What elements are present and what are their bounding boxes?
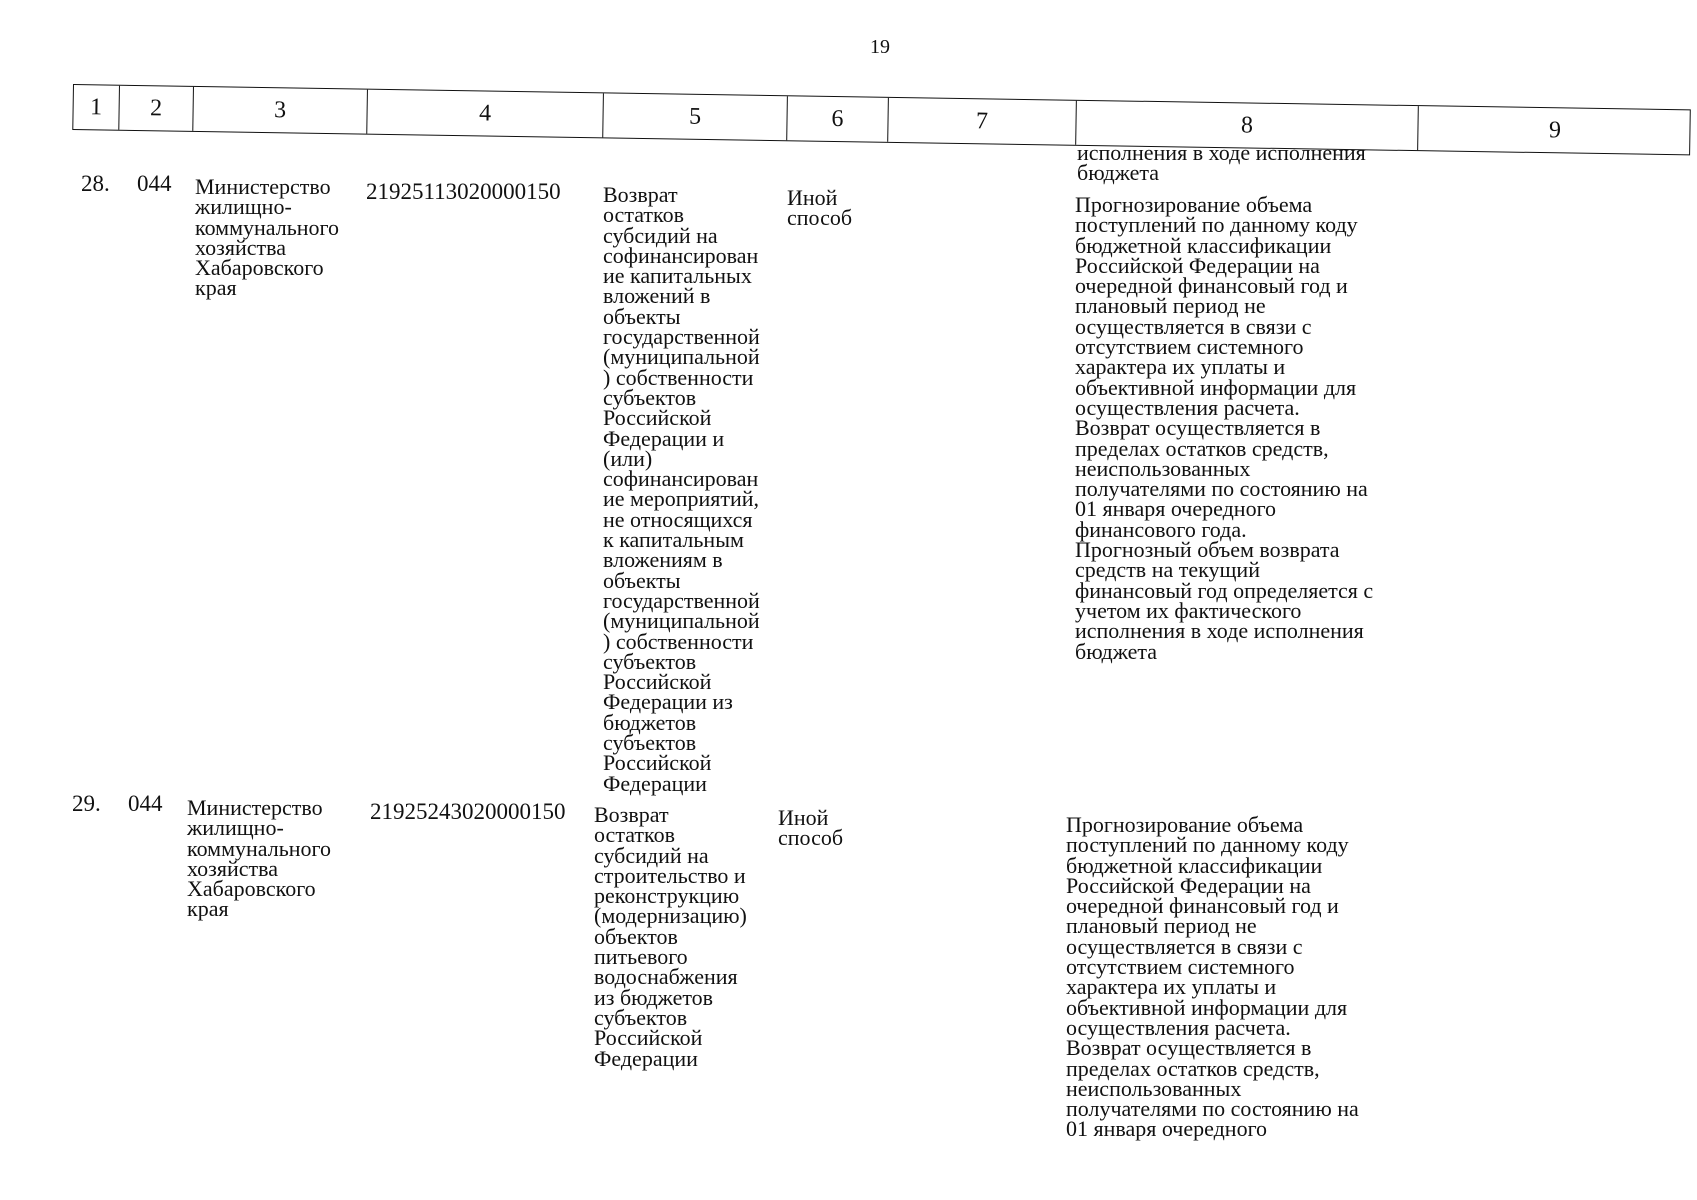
- text-line: Российской Федерации на: [1075, 252, 1320, 278]
- text-line: 01 января очередного: [1066, 1116, 1268, 1142]
- text-line: объективной информации для: [1066, 994, 1348, 1020]
- text-line: Хабаровского: [187, 876, 316, 902]
- text-line: Прогнозный объем возврата: [1075, 537, 1340, 563]
- text-line: очередной финансовый год и: [1075, 273, 1348, 299]
- text-line: субъектов: [603, 648, 697, 674]
- text-line: плановый период не: [1075, 293, 1266, 319]
- text-line: Возврат: [594, 802, 669, 827]
- text-line: Возврат: [603, 182, 678, 207]
- column-header-row: [72, 84, 1691, 155]
- revenue-description: [603, 182, 793, 796]
- text-line: пределах остатков средств,: [1075, 435, 1329, 461]
- column-header-1: 1: [73, 85, 120, 130]
- text-line: ) собственности: [603, 364, 754, 390]
- text-line: к капитальным: [603, 527, 744, 553]
- text-line: осуществляется в связи с: [1075, 313, 1312, 339]
- text-line: из бюджетов: [594, 984, 714, 1010]
- text-line: получателями по состоянию на: [1066, 1096, 1359, 1122]
- column-header-9: 9: [1548, 116, 1562, 143]
- text-line: края: [195, 275, 237, 301]
- forecast-notes: [1066, 812, 1416, 1142]
- text-line: бюджетной классификации: [1066, 852, 1323, 878]
- text-line: Возврат осуществляется в: [1075, 415, 1321, 441]
- column-header-8: 8: [1076, 101, 1419, 150]
- text-line: осуществляется в связи с: [1066, 933, 1303, 959]
- text-line: исполнения в ходе исполнения: [1075, 618, 1364, 644]
- text-line: Федерации: [603, 770, 707, 796]
- text-line: Иной: [787, 185, 838, 210]
- text-line: характера их уплаты и: [1066, 974, 1277, 1000]
- text-line: государственной: [603, 324, 760, 350]
- text-line: (или): [603, 445, 653, 471]
- note-line: исполнения в ходе исполнения: [1077, 140, 1366, 165]
- text-line: Российской Федерации на: [1066, 872, 1311, 898]
- text-line: средств на текущий: [1075, 557, 1260, 583]
- text-line: пределах остатков средств,: [1066, 1055, 1320, 1081]
- revenue-description: [594, 802, 784, 1071]
- text-line: плановый период не: [1066, 913, 1257, 939]
- agency-code: 044: [137, 171, 172, 196]
- text-line: коммунального: [195, 214, 339, 240]
- text-line: субсидий на: [594, 842, 709, 868]
- agency-name: [195, 174, 375, 301]
- text-line: строительство и: [594, 862, 746, 888]
- text-line: софинансирован: [603, 466, 759, 492]
- text-line: Прогнозирование объема: [1066, 812, 1304, 837]
- text-line: 01 января очередного: [1075, 496, 1277, 522]
- text-line: края: [187, 896, 229, 922]
- text-line: получателями по состоянию на: [1075, 476, 1368, 502]
- text-line: Российской: [603, 750, 712, 776]
- column-header-4: 4: [367, 90, 604, 138]
- column-header-6: 6: [787, 96, 889, 142]
- text-line: ие капитальных: [603, 263, 752, 289]
- row-number: 28.: [81, 171, 110, 196]
- forecast-method: [778, 805, 868, 851]
- text-line: Российской: [603, 405, 712, 431]
- continued-note-text: [1077, 140, 1407, 186]
- page-number: 19: [870, 36, 890, 58]
- text-line: вложений в: [603, 283, 711, 309]
- text-line: субсидий на: [603, 222, 718, 248]
- note-line: бюджета: [1077, 160, 1160, 186]
- text-line: Российской: [603, 669, 712, 695]
- text-line: объектов: [594, 923, 678, 949]
- text-line: осуществления расчета.: [1075, 394, 1300, 420]
- text-line: субъектов: [594, 1004, 688, 1030]
- agency-name: [187, 795, 367, 922]
- text-line: Иной: [778, 805, 829, 830]
- text-line: способ: [778, 825, 844, 851]
- text-line: объекты: [603, 303, 681, 329]
- text-line: учетом их фактического: [1075, 597, 1302, 623]
- text-line: неиспользованных: [1066, 1075, 1242, 1101]
- text-line: бюджетов: [603, 709, 697, 735]
- text-line: хозяйства: [187, 855, 278, 881]
- text-line: финансового года.: [1075, 516, 1247, 542]
- text-line: характера их уплаты и: [1075, 354, 1286, 380]
- text-line: бюджета: [1075, 638, 1158, 664]
- text-line: ) собственности: [603, 628, 754, 654]
- text-line: бюджетной классификации: [1075, 232, 1332, 258]
- text-line: остатков: [603, 202, 684, 228]
- text-line: (муниципальной: [603, 608, 760, 634]
- text-line: не относящихся: [603, 506, 753, 532]
- column-header-2: 2: [119, 86, 194, 131]
- column-header-3: 3: [193, 87, 368, 134]
- text-line: финансовый год определяется с: [1075, 577, 1374, 603]
- text-line: Федерации и: [603, 425, 725, 451]
- text-line: субъектов: [603, 730, 697, 756]
- text-line: Прогнозирование объема: [1075, 192, 1313, 217]
- text-line: Министерство: [187, 795, 323, 820]
- row-number: 29.: [72, 791, 101, 816]
- forecast-method: [787, 185, 877, 231]
- text-line: вложениям в: [603, 547, 723, 573]
- text-line: осуществления расчета.: [1066, 1014, 1291, 1040]
- text-line: субъектов: [603, 384, 697, 410]
- text-line: неиспользованных: [1075, 455, 1251, 481]
- text-line: жилищно-: [195, 194, 292, 220]
- text-line: отсутствием системного: [1066, 954, 1295, 980]
- text-line: Министерство: [195, 174, 331, 199]
- text-line: объекты: [603, 567, 681, 593]
- column-header-7: 7: [888, 98, 1077, 145]
- text-line: (муниципальной: [603, 344, 760, 370]
- text-line: Хабаровского: [195, 255, 324, 281]
- text-line: питьевого: [594, 944, 688, 970]
- text-line: поступлений по данному коду: [1075, 212, 1358, 238]
- column-header-5: 5: [603, 93, 788, 140]
- text-line: остатков: [594, 822, 675, 848]
- text-line: поступлений по данному коду: [1066, 832, 1349, 858]
- text-line: хозяйства: [195, 234, 286, 260]
- budget-classification-code: 21925243020000150: [370, 799, 566, 824]
- text-line: способ: [787, 205, 853, 231]
- text-line: Федерации: [594, 1045, 698, 1071]
- text-line: государственной: [603, 587, 760, 613]
- text-line: реконструкцию: [594, 883, 740, 909]
- agency-code: 044: [128, 791, 163, 816]
- text-line: жилищно-: [187, 815, 284, 841]
- text-line: (модернизацию): [594, 903, 747, 929]
- text-line: софинансирован: [603, 242, 759, 268]
- text-line: ие мероприятий,: [603, 486, 760, 512]
- text-line: коммунального: [187, 835, 331, 861]
- text-line: отсутствием системного: [1075, 334, 1304, 360]
- forecast-notes: [1075, 192, 1425, 664]
- text-line: Возврат осуществляется в: [1066, 1035, 1312, 1061]
- budget-classification-code: 21925113020000150: [366, 179, 561, 204]
- text-line: объективной информации для: [1075, 374, 1357, 400]
- text-line: водоснабжения: [594, 964, 738, 990]
- text-line: Российской: [594, 1025, 703, 1051]
- text-line: очередной финансовый год и: [1066, 893, 1339, 919]
- text-line: Федерации из: [603, 689, 733, 715]
